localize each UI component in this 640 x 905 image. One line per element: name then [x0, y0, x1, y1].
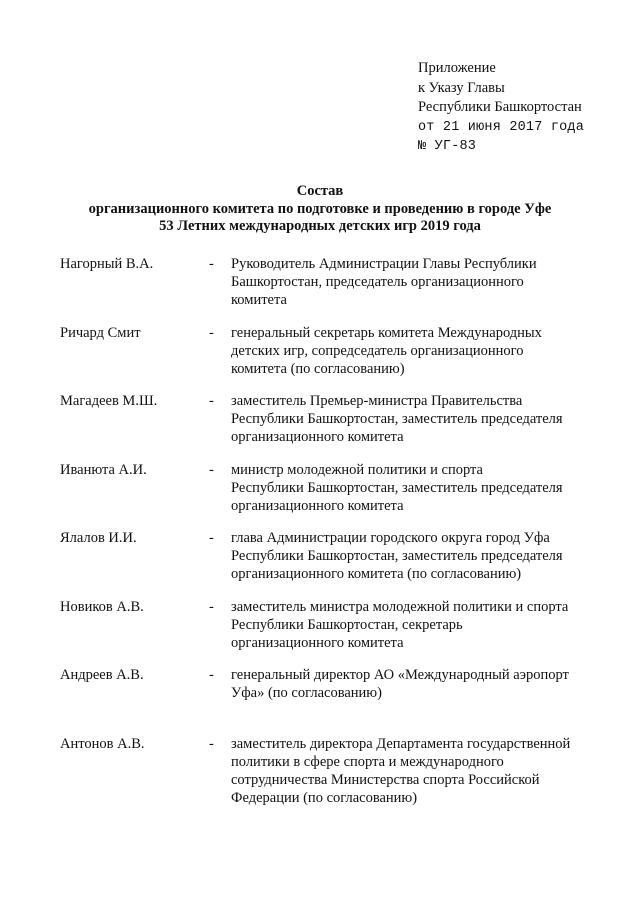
member-dash: -	[209, 667, 214, 683]
member-dash: -	[209, 735, 214, 752]
document-title	[40, 183, 600, 236]
member-role-line: организационного комитета	[231, 497, 404, 514]
member-row	[0, 255, 640, 324]
member-role-line: Республики Башкортостан, заместитель председателя	[231, 479, 563, 496]
member-role-line: политики в сфере спорта и международного	[231, 753, 504, 770]
member-row	[0, 529, 640, 598]
appendix-date: от 21 июня 2017 года	[418, 119, 585, 135]
member-name: Андреев А.В.	[60, 667, 144, 683]
member-role	[231, 529, 591, 583]
member-role-line: сотрудничества Министерства спорта Российской	[231, 771, 540, 788]
member-name: Иванюта А.И.	[60, 461, 147, 478]
member-role-line: министр молодежной политики и спорта	[231, 461, 483, 478]
member-name: Магадеев М.Ш.	[60, 393, 158, 409]
title-line-2: организационного комитета по подготовке и проведению в городе Уфе	[88, 200, 552, 217]
member-name: Нагорный В.А.	[60, 256, 154, 272]
member-dash: -	[209, 393, 214, 409]
member-role	[231, 461, 591, 515]
member-role-line: Уфа» (по согласованию)	[231, 685, 382, 701]
member-role-line: Республики Башкортостан, заместитель председателя	[231, 411, 563, 427]
member-role-line: Башкортостан, председатель организационного	[231, 274, 524, 290]
appendix-number: № УГ-83	[418, 139, 477, 154]
member-row	[0, 666, 640, 735]
member-role-line: генеральный директор АО «Международный аэропорт	[231, 667, 569, 683]
member-dash: -	[209, 256, 214, 272]
member-role	[231, 598, 591, 652]
appendix-reference: к Указу Главы	[418, 79, 505, 96]
member-role-line: заместитель министра молодежной политики и спорта	[231, 598, 569, 615]
title-line-1: Состав	[296, 183, 344, 199]
title-line-3: 53 Летних международных детских игр 2019 года	[159, 218, 481, 234]
member-role-line: глава Администрации городского округа город Уфа	[231, 530, 550, 546]
member-role-line: заместитель директора Департамента государственной	[231, 735, 571, 752]
member-row	[0, 735, 640, 825]
member-role	[231, 324, 591, 378]
member-dash: -	[209, 461, 214, 478]
member-role-line: Республики Башкортостан, заместитель председателя	[231, 548, 563, 564]
member-role-line: Федерации (по согласованию)	[231, 789, 418, 806]
member-row	[0, 392, 640, 461]
member-role-line: Республики Башкортостан, секретарь	[231, 616, 463, 633]
member-role	[231, 735, 591, 807]
member-role-line: комитета	[231, 292, 287, 308]
member-role	[231, 666, 591, 702]
member-dash: -	[209, 598, 214, 615]
member-name: Ялалов И.И.	[60, 530, 137, 546]
appendix-header	[418, 59, 628, 157]
member-row	[0, 324, 640, 393]
member-name: Антонов А.В.	[60, 735, 145, 752]
member-row	[0, 598, 640, 667]
member-role-line: организационного комитета (по согласованию)	[231, 566, 522, 582]
member-role-line: комитета (по согласованию)	[231, 360, 405, 377]
committee-member-list	[0, 255, 640, 825]
member-role-line: генеральный секретарь комитета Международных	[231, 324, 542, 341]
member-role-line: организационного комитета	[231, 634, 404, 651]
appendix-label: Приложение	[418, 60, 496, 76]
member-name: Новиков А.В.	[60, 598, 144, 615]
member-dash: -	[209, 530, 214, 546]
member-name: Ричард Смит	[60, 324, 141, 341]
member-row	[0, 461, 640, 530]
member-role-line: заместитель Премьер-министра Правительства	[231, 393, 523, 409]
member-role	[231, 255, 591, 309]
member-role-line: организационного комитета	[231, 429, 404, 445]
appendix-republic: Республики Башкортостан	[418, 99, 582, 115]
member-dash: -	[209, 324, 214, 341]
member-role	[231, 392, 591, 446]
member-role-line: детских игр, сопредседатель организационного	[231, 342, 524, 359]
member-role-line: Руководитель Администрации Главы Республики	[231, 256, 537, 272]
